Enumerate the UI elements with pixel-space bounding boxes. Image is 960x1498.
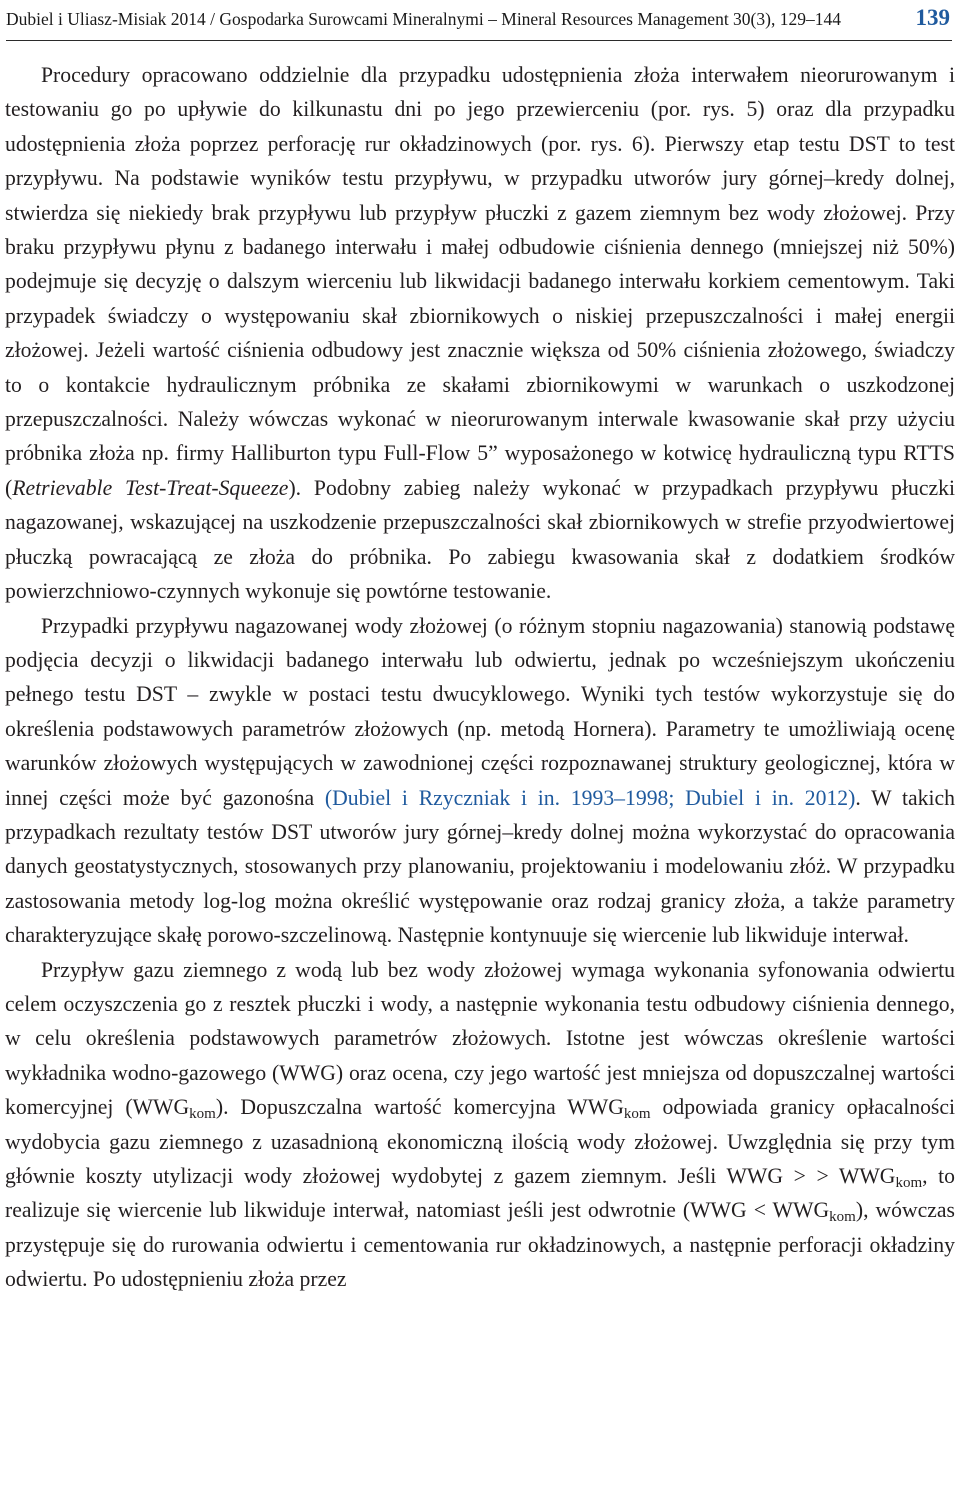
paragraph-text: , to realizuje się wiercenie lub likwiduje interwał, natomiast jeśli jest odwrotnie (WWG < WWG — [5, 1164, 955, 1223]
subscript-kom: kom — [189, 1106, 216, 1123]
subscript-kom: kom — [895, 1175, 923, 1191]
article-body — [5, 58, 955, 1297]
italic-term: Retrievable Test-Treat-Squeeze — [12, 475, 289, 500]
paragraph-text: Przypływ gazu ziemnego z wodą lub bez wody złożowej wymaga wykonania syfonowania odwiertu celem oczyszczenia go z resztek płuczki i wody, a następnie wykonania testu odbudowy ciśnienia dennego, w celu określenia podstawowych parametrów złożowych. Istotne jest wówczas określenie wartości wykładnika wodno-gazowego (WWG) oraz ocena, czy jego wartość jest mniejsza od dopuszczalnej wartości komercyjnej (WWG — [5, 957, 955, 1120]
paragraph-gas-inflow — [5, 953, 955, 1297]
page-number: 139 — [915, 5, 950, 30]
paragraph-text: ). Dopuszczalna wartość komercyjna WWG — [215, 1095, 624, 1120]
paragraph-text: . W takich przypadkach rezultaty testów DST utworów jury górnej–kredy dolnej można wykorzystać do opracowania danych geostatystycznych, stosowanych przy planowaniu, projektowaniu i modelowaniu złóż. W przypadku zastosowania metody log-log można określić występowanie oraz rodzaj granicy złoża, a także parametry charakteryzujące skałę porowo-szczelinową. Następnie kontynuuje się wiercenie lub likwiduje interwał. — [5, 785, 955, 948]
paragraph-text: Procedury opracowano oddzielnie dla przypadku udostępnienia złoża interwałem nieorurowanym i testowaniu go po upływie do kilkunastu dni po jego przewierceniu (por. rys. 5) oraz dla przypadku udostępnienia złoża poprzez perforację rur okładzinowych (por. rys. 6). Pierwszy etap testu DST to test przypływu. Na podstawie wyników testu przypływu, w przypadku utworów jury górnej–kredy dolnej, stwierdza się niekiedy brak przypływu lub przypływ płuczki z gazem ziemnym bez wody złożowej. Przy braku przypływu płynu z badanego interwału i małej odbudowie ciśnienia dennego (mniejszej niż 50%) podejmuje się decyzję o dalszym wierceniu lub likwidacji badanego interwału korkiem cementowym. Taki przypadek świadczy o występowaniu skał zbiornikowych o niskiej przepuszczalności i małej energii złożowej. Jeżeli wartość ciśnienia odbudowy jest znacznie większa od 50% ciśnienia złożowego, świadczy to o kontakcie hydraulicznym próbnika ze skałami zbiornikowymi w warunkach o uszkodzonej przepuszczalności. Należy wówczas wykonać w nieorurowanym interwale kwasowanie skał przy użyciu próbnika złoża np. firmy Halliburton typu Full-Flow 5” wyposażonego w kotwicę hydrauliczną typu RTTS ( — [5, 63, 955, 500]
paragraph-text: ). Podobny zabieg należy wykonać w przypadkach przypływu płuczki nagazowanej, wskazującej na uszkodzenie przepuszczalności skał zbiornikowych w strefie przyodwiertowej płuczką powracającą ze złoża do próbnika. Po zabiegu kwasowania skał z dodatkiem środków powierzchniowo-czynnych wykonuje się powtórne testowanie. — [5, 475, 956, 604]
running-head-text: Dubiel i Uliasz-Misiak 2014 / Gospodarka Surowcami Mineralnymi – Mineral Resources Management 30(3), 129–144 — [6, 9, 841, 29]
citation-link[interactable]: (Dubiel i Rzyczniak i in. 1993–1998; Dubiel i in. 2012) — [324, 785, 856, 810]
paragraph-dst-procedures — [5, 58, 955, 609]
paragraph-text: odpowiada granicy opłacalności wydobycia gazu ziemnego z uzasadnioną ekonomiczną ilością wody złożowej. Uwzględnia się przy tym głównie koszty utylizacji wody złożowej wydobytej z gazem ziemnym. Jeśli WWG > > WWG — [5, 1095, 956, 1188]
paragraph-text: Przypadki przypływu nagazowanej wody złożowej (o różnym stopniu nagazowania) stanowią podstawę podjęcia decyzji o likwidacji badanego interwału lub odwiertu, jednak po wcześniejszym ukończeniu pełnego testu DST – zwykle w postaci testu dwucyklowego. Wyniki tych testów wykorzystuje się do określenia podstawowych parametrów złożowych (np. metodą Hornera). Parametry te umożliwiają ocenę warunków złożowych występujących w zawodnionej części rozpoznawanej struktury geologicznej, która w innej części może być gazonośna — [5, 613, 955, 810]
subscript-kom: kom — [623, 1106, 651, 1123]
running-header — [6, 0, 952, 41]
subscript-kom: kom — [829, 1209, 856, 1226]
paragraph-gassy-water-inflow — [5, 609, 955, 953]
paragraph-text: ), wówczas przystępuje się do rurowania odwiertu i cementowania rur okładzinowych, a następnie perforacji okładziny odwiertu. Po udostępnieniu złoża przez — [5, 1198, 955, 1292]
